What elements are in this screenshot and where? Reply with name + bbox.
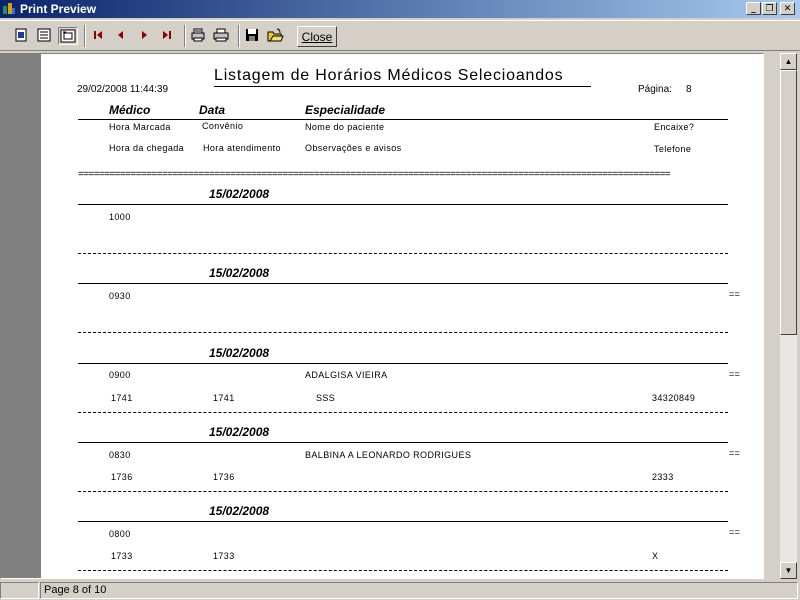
toolbar-separator bbox=[84, 25, 86, 47]
block-obs: SSS bbox=[316, 393, 336, 403]
block-hora: 1000 bbox=[109, 212, 131, 222]
header-separator: ================================================================================================================= bbox=[78, 169, 671, 180]
header-medico: Médico bbox=[109, 103, 151, 117]
printer-icon bbox=[212, 27, 230, 43]
page-label: Página: bbox=[638, 84, 672, 95]
scroll-up-button[interactable] bbox=[780, 53, 797, 70]
block-marker: == bbox=[729, 369, 741, 379]
block-hora: 0930 bbox=[109, 291, 131, 301]
report-timestamp: 29/02/2008 11:44:39 bbox=[77, 84, 169, 95]
header-telefone: Telefone bbox=[654, 144, 692, 154]
close-button-label: Close bbox=[301, 30, 333, 44]
block-rule bbox=[78, 204, 728, 205]
block-paciente: ADALGISA VIEIRA bbox=[305, 370, 388, 380]
full-size-icon bbox=[59, 28, 77, 44]
status-pane-left bbox=[0, 582, 39, 599]
scroll-thumb[interactable] bbox=[780, 70, 797, 335]
next-page-button[interactable] bbox=[135, 27, 155, 45]
close-button[interactable] bbox=[297, 26, 337, 47]
toolbar-separator bbox=[238, 25, 240, 47]
block-date: 15/02/2008 bbox=[209, 504, 270, 518]
block-rule bbox=[78, 363, 728, 364]
printer-setup-icon bbox=[189, 27, 207, 43]
header-hora-marcada: Hora Marcada bbox=[109, 122, 171, 132]
arrow-up-icon: ▲ bbox=[784, 57, 793, 66]
block-divider bbox=[78, 491, 728, 492]
block-telefone: 2333 bbox=[652, 472, 674, 482]
first-page-button[interactable] bbox=[89, 27, 109, 45]
app-icon bbox=[2, 1, 16, 15]
block-divider bbox=[78, 253, 728, 254]
block-marker: == bbox=[729, 289, 741, 299]
zoom-page-button[interactable] bbox=[12, 27, 32, 45]
report-title: Listagem de Horários Médicos Selecioandos bbox=[214, 67, 564, 84]
arrow-down-icon: ▼ bbox=[784, 566, 793, 575]
zoom-page-icon bbox=[12, 27, 30, 43]
header-nome-paciente: Nome do paciente bbox=[305, 122, 385, 132]
print-button[interactable] bbox=[212, 27, 232, 45]
first-page-icon bbox=[89, 27, 107, 43]
previous-page-button[interactable] bbox=[112, 27, 132, 45]
block-atendimento: 1741 bbox=[213, 393, 235, 403]
title-bar bbox=[0, 0, 800, 18]
block-date: 15/02/2008 bbox=[209, 425, 270, 439]
page-width-button[interactable] bbox=[35, 27, 55, 45]
block-chegada: 1741 bbox=[111, 393, 133, 403]
block-marker: == bbox=[729, 527, 741, 537]
vertical-scrollbar[interactable] bbox=[780, 53, 797, 579]
header-encaixe: Encaixe? bbox=[654, 122, 695, 132]
open-button[interactable] bbox=[266, 27, 286, 45]
report-page bbox=[41, 54, 764, 579]
last-page-button[interactable] bbox=[158, 27, 178, 45]
page-width-icon bbox=[35, 27, 53, 43]
printer-setup-button[interactable] bbox=[189, 27, 209, 45]
block-atendimento: 1736 bbox=[213, 472, 235, 482]
block-hora: 0900 bbox=[109, 370, 131, 380]
window-title: Print Preview bbox=[20, 2, 97, 16]
block-rule bbox=[78, 521, 728, 522]
header-convenio: Convênio bbox=[202, 121, 244, 131]
block-chegada: 1733 bbox=[111, 551, 133, 561]
block-rule bbox=[78, 442, 728, 443]
full-size-button[interactable] bbox=[58, 27, 78, 45]
restore-button[interactable]: ❐ bbox=[762, 2, 777, 15]
header-observacoes: Observações e avisos bbox=[305, 143, 402, 153]
status-page-info: Page 8 of 10 bbox=[40, 582, 798, 599]
previous-page-icon bbox=[112, 27, 130, 43]
close-window-button[interactable]: ✕ bbox=[780, 2, 795, 15]
block-rule bbox=[78, 283, 728, 284]
block-divider bbox=[78, 332, 728, 333]
open-folder-icon bbox=[266, 27, 284, 43]
page-number: 8 bbox=[686, 84, 692, 95]
minimize-button[interactable]: _ bbox=[746, 2, 761, 15]
block-telefone: 34320849 bbox=[652, 393, 696, 403]
block-divider bbox=[78, 570, 728, 571]
block-marker: == bbox=[729, 448, 741, 458]
header-data: Data bbox=[199, 103, 226, 117]
next-page-icon bbox=[135, 27, 153, 43]
block-date: 15/02/2008 bbox=[209, 266, 270, 280]
status-bar bbox=[0, 581, 800, 600]
title-underline bbox=[214, 86, 591, 87]
block-chegada: 1736 bbox=[111, 472, 133, 482]
preview-viewport[interactable] bbox=[0, 53, 764, 579]
header-hora-atendimento: Hora atendimento bbox=[203, 143, 281, 153]
header-hora-chegada: Hora da chegada bbox=[109, 143, 185, 153]
block-date: 15/02/2008 bbox=[209, 346, 270, 360]
header-especialidade: Especialidade bbox=[305, 103, 386, 117]
last-page-icon bbox=[158, 27, 176, 43]
scroll-down-button[interactable] bbox=[780, 562, 797, 579]
block-hora: 0800 bbox=[109, 529, 131, 539]
save-button[interactable] bbox=[243, 27, 263, 45]
toolbar bbox=[0, 20, 800, 51]
block-atendimento: 1733 bbox=[213, 551, 235, 561]
header-rule bbox=[78, 119, 728, 120]
block-divider bbox=[78, 412, 728, 413]
floppy-disk-icon bbox=[243, 27, 261, 43]
block-paciente: BALBINA A LEONARDO RODRIGUES bbox=[305, 450, 472, 460]
block-telefone: X bbox=[652, 551, 659, 561]
block-hora: 0830 bbox=[109, 450, 131, 460]
block-date: 15/02/2008 bbox=[209, 187, 270, 201]
toolbar-separator bbox=[184, 25, 186, 47]
